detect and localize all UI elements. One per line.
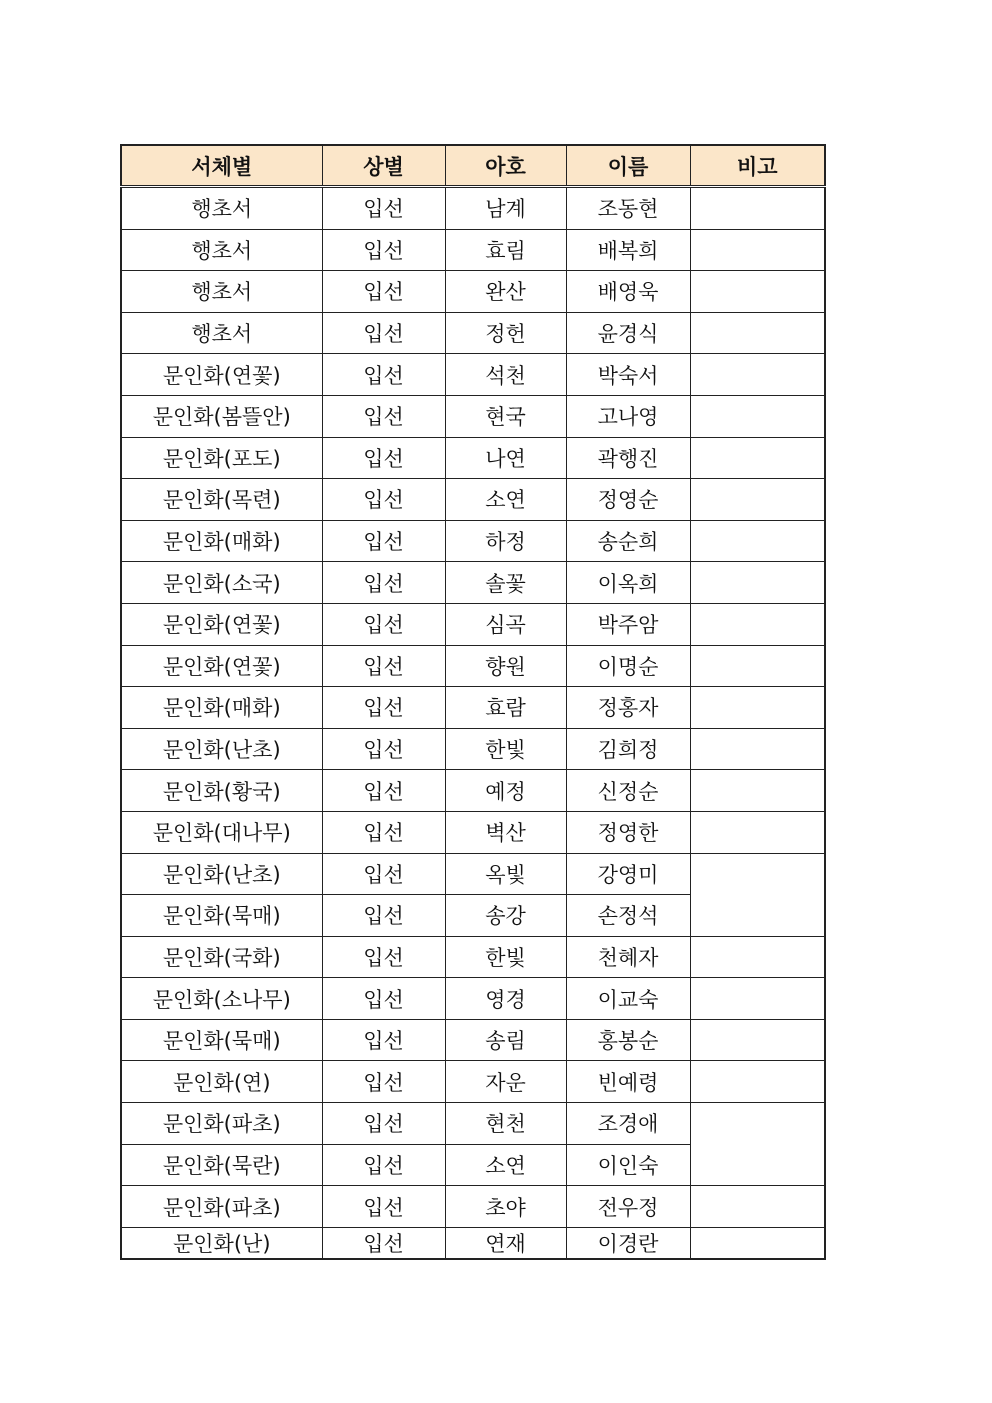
- cell-remarks: [690, 312, 825, 354]
- cell-style: 문인화(소나무): [121, 978, 322, 1020]
- cell-pen-name: 완산: [445, 271, 566, 313]
- table-row: [121, 1186, 825, 1228]
- table-row: [121, 728, 825, 770]
- table-row: [121, 562, 825, 604]
- cell-style: 문인화(매화): [121, 687, 322, 729]
- cell-pen-name: 송강: [445, 895, 566, 937]
- cell-name: 배영욱: [566, 271, 690, 313]
- cell-pen-name: 솔꽃: [445, 562, 566, 604]
- header-name: 이름: [566, 145, 690, 187]
- cell-award: 입선: [322, 354, 445, 396]
- cell-award: 입선: [322, 853, 445, 895]
- cell-remarks: [690, 1103, 825, 1145]
- cell-award: 입선: [322, 811, 445, 853]
- cell-award: 입선: [322, 895, 445, 937]
- cell-name: 손정석: [566, 895, 690, 937]
- cell-award: 입선: [322, 1227, 445, 1259]
- table-row: [121, 1061, 825, 1103]
- cell-award: 입선: [322, 770, 445, 812]
- cell-remarks: [690, 437, 825, 479]
- cell-remarks: [690, 895, 825, 937]
- table-row: [121, 520, 825, 562]
- cell-pen-name: 현국: [445, 395, 566, 437]
- cell-style: 문인화(묵란): [121, 1144, 322, 1186]
- cell-style: 문인화(파초): [121, 1186, 322, 1228]
- table-row: [121, 603, 825, 645]
- cell-remarks: [690, 811, 825, 853]
- cell-style: 문인화(파초): [121, 1103, 322, 1145]
- table-row: [121, 770, 825, 812]
- header-pen-name: 아호: [445, 145, 566, 187]
- cell-name: 전우정: [566, 1186, 690, 1228]
- table-row: [121, 395, 825, 437]
- cell-remarks: [690, 520, 825, 562]
- cell-award: 입선: [322, 1103, 445, 1145]
- cell-remarks: [690, 1227, 825, 1259]
- cell-pen-name: 한빛: [445, 728, 566, 770]
- table-row: [121, 437, 825, 479]
- header-style: 서체별: [121, 145, 322, 187]
- cell-award: 입선: [322, 728, 445, 770]
- cell-award: 입선: [322, 936, 445, 978]
- table-row: [121, 1103, 825, 1145]
- cell-style: 문인화(연꽃): [121, 645, 322, 687]
- cell-award: 입선: [322, 603, 445, 645]
- cell-award: 입선: [322, 271, 445, 313]
- cell-name: 정홍자: [566, 687, 690, 729]
- cell-pen-name: 예정: [445, 770, 566, 812]
- table-row: [121, 853, 825, 895]
- awards-table: [120, 144, 826, 1260]
- cell-pen-name: 나연: [445, 437, 566, 479]
- table-row: [121, 479, 825, 521]
- cell-style: 문인화(묵매): [121, 1019, 322, 1061]
- cell-pen-name: 심곡: [445, 603, 566, 645]
- cell-pen-name: 한빛: [445, 936, 566, 978]
- cell-remarks: [690, 603, 825, 645]
- cell-style: 문인화(매화): [121, 520, 322, 562]
- table-row: [121, 811, 825, 853]
- cell-award: 입선: [322, 978, 445, 1020]
- cell-remarks: [690, 354, 825, 396]
- cell-style: 문인화(묵매): [121, 895, 322, 937]
- cell-pen-name: 효림: [445, 229, 566, 271]
- table-row: [121, 187, 825, 230]
- cell-name: 정영순: [566, 479, 690, 521]
- cell-style: 문인화(연): [121, 1061, 322, 1103]
- cell-award: 입선: [322, 229, 445, 271]
- table-row: [121, 895, 825, 937]
- cell-pen-name: 영경: [445, 978, 566, 1020]
- cell-name: 이명순: [566, 645, 690, 687]
- cell-style: 문인화(목련): [121, 479, 322, 521]
- cell-name: 이경란: [566, 1227, 690, 1259]
- cell-name: 윤경식: [566, 312, 690, 354]
- cell-award: 입선: [322, 187, 445, 230]
- table-row: [121, 354, 825, 396]
- cell-remarks: [690, 687, 825, 729]
- table-header-row: [121, 145, 825, 187]
- cell-award: 입선: [322, 1019, 445, 1061]
- cell-award: 입선: [322, 562, 445, 604]
- cell-name: 배복희: [566, 229, 690, 271]
- cell-name: 이인숙: [566, 1144, 690, 1186]
- cell-award: 입선: [322, 520, 445, 562]
- header-award: 상별: [322, 145, 445, 187]
- table-row: [121, 312, 825, 354]
- cell-style: 문인화(황국): [121, 770, 322, 812]
- cell-remarks: [690, 229, 825, 271]
- cell-pen-name: 벽산: [445, 811, 566, 853]
- table-row: [121, 936, 825, 978]
- cell-name: 강영미: [566, 853, 690, 895]
- cell-style: 문인화(봄뜰안): [121, 395, 322, 437]
- cell-award: 입선: [322, 645, 445, 687]
- cell-name: 송순희: [566, 520, 690, 562]
- cell-name: 조동현: [566, 187, 690, 230]
- table-row: [121, 1019, 825, 1061]
- cell-style: 행초서: [121, 312, 322, 354]
- cell-style: 문인화(난초): [121, 853, 322, 895]
- table-row: [121, 1227, 825, 1259]
- cell-pen-name: 소연: [445, 479, 566, 521]
- table-row: [121, 978, 825, 1020]
- cell-remarks: [690, 978, 825, 1020]
- cell-pen-name: 옥빛: [445, 853, 566, 895]
- cell-pen-name: 남계: [445, 187, 566, 230]
- cell-remarks: [690, 936, 825, 978]
- cell-pen-name: 석천: [445, 354, 566, 396]
- cell-style: 문인화(대나무): [121, 811, 322, 853]
- cell-name: 빈예령: [566, 1061, 690, 1103]
- table-row: [121, 271, 825, 313]
- cell-style: 문인화(난): [121, 1227, 322, 1259]
- cell-pen-name: 연재: [445, 1227, 566, 1259]
- cell-pen-name: 소연: [445, 1144, 566, 1186]
- cell-style: 문인화(난초): [121, 728, 322, 770]
- cell-pen-name: 효람: [445, 687, 566, 729]
- cell-pen-name: 자운: [445, 1061, 566, 1103]
- cell-name: 이교숙: [566, 978, 690, 1020]
- cell-remarks: [690, 645, 825, 687]
- cell-name: 고나영: [566, 395, 690, 437]
- cell-pen-name: 하정: [445, 520, 566, 562]
- cell-award: 입선: [322, 687, 445, 729]
- cell-pen-name: 정헌: [445, 312, 566, 354]
- cell-name: 김희정: [566, 728, 690, 770]
- cell-remarks: [690, 770, 825, 812]
- cell-award: 입선: [322, 1061, 445, 1103]
- table-row: [121, 687, 825, 729]
- cell-remarks: [690, 479, 825, 521]
- cell-award: 입선: [322, 1144, 445, 1186]
- cell-style: 문인화(국화): [121, 936, 322, 978]
- cell-name: 천혜자: [566, 936, 690, 978]
- cell-award: 입선: [322, 479, 445, 521]
- cell-award: 입선: [322, 437, 445, 479]
- cell-remarks: [690, 1019, 825, 1061]
- cell-remarks: [690, 728, 825, 770]
- cell-style: 문인화(소국): [121, 562, 322, 604]
- cell-style: 행초서: [121, 271, 322, 313]
- cell-name: 신정순: [566, 770, 690, 812]
- cell-remarks: [690, 853, 825, 895]
- cell-pen-name: 향원: [445, 645, 566, 687]
- cell-name: 박주암: [566, 603, 690, 645]
- cell-pen-name: 현천: [445, 1103, 566, 1145]
- cell-name: 조경애: [566, 1103, 690, 1145]
- cell-style: 행초서: [121, 187, 322, 230]
- cell-remarks: [690, 1186, 825, 1228]
- cell-remarks: [690, 1144, 825, 1186]
- cell-remarks: [690, 395, 825, 437]
- cell-award: 입선: [322, 1186, 445, 1228]
- cell-award: 입선: [322, 312, 445, 354]
- table-row: [121, 645, 825, 687]
- cell-pen-name: 송림: [445, 1019, 566, 1061]
- cell-name: 박숙서: [566, 354, 690, 396]
- cell-remarks: [690, 271, 825, 313]
- cell-name: 곽행진: [566, 437, 690, 479]
- cell-style: 문인화(포도): [121, 437, 322, 479]
- cell-name: 이옥희: [566, 562, 690, 604]
- cell-pen-name: 초야: [445, 1186, 566, 1228]
- cell-style: 행초서: [121, 229, 322, 271]
- cell-remarks: [690, 187, 825, 230]
- table-row: [121, 229, 825, 271]
- cell-award: 입선: [322, 395, 445, 437]
- cell-remarks: [690, 562, 825, 604]
- cell-style: 문인화(연꽃): [121, 354, 322, 396]
- cell-name: 홍봉순: [566, 1019, 690, 1061]
- table-row: [121, 1144, 825, 1186]
- cell-name: 정영한: [566, 811, 690, 853]
- cell-style: 문인화(연꽃): [121, 603, 322, 645]
- cell-remarks: [690, 1061, 825, 1103]
- header-remarks: 비고: [690, 145, 825, 187]
